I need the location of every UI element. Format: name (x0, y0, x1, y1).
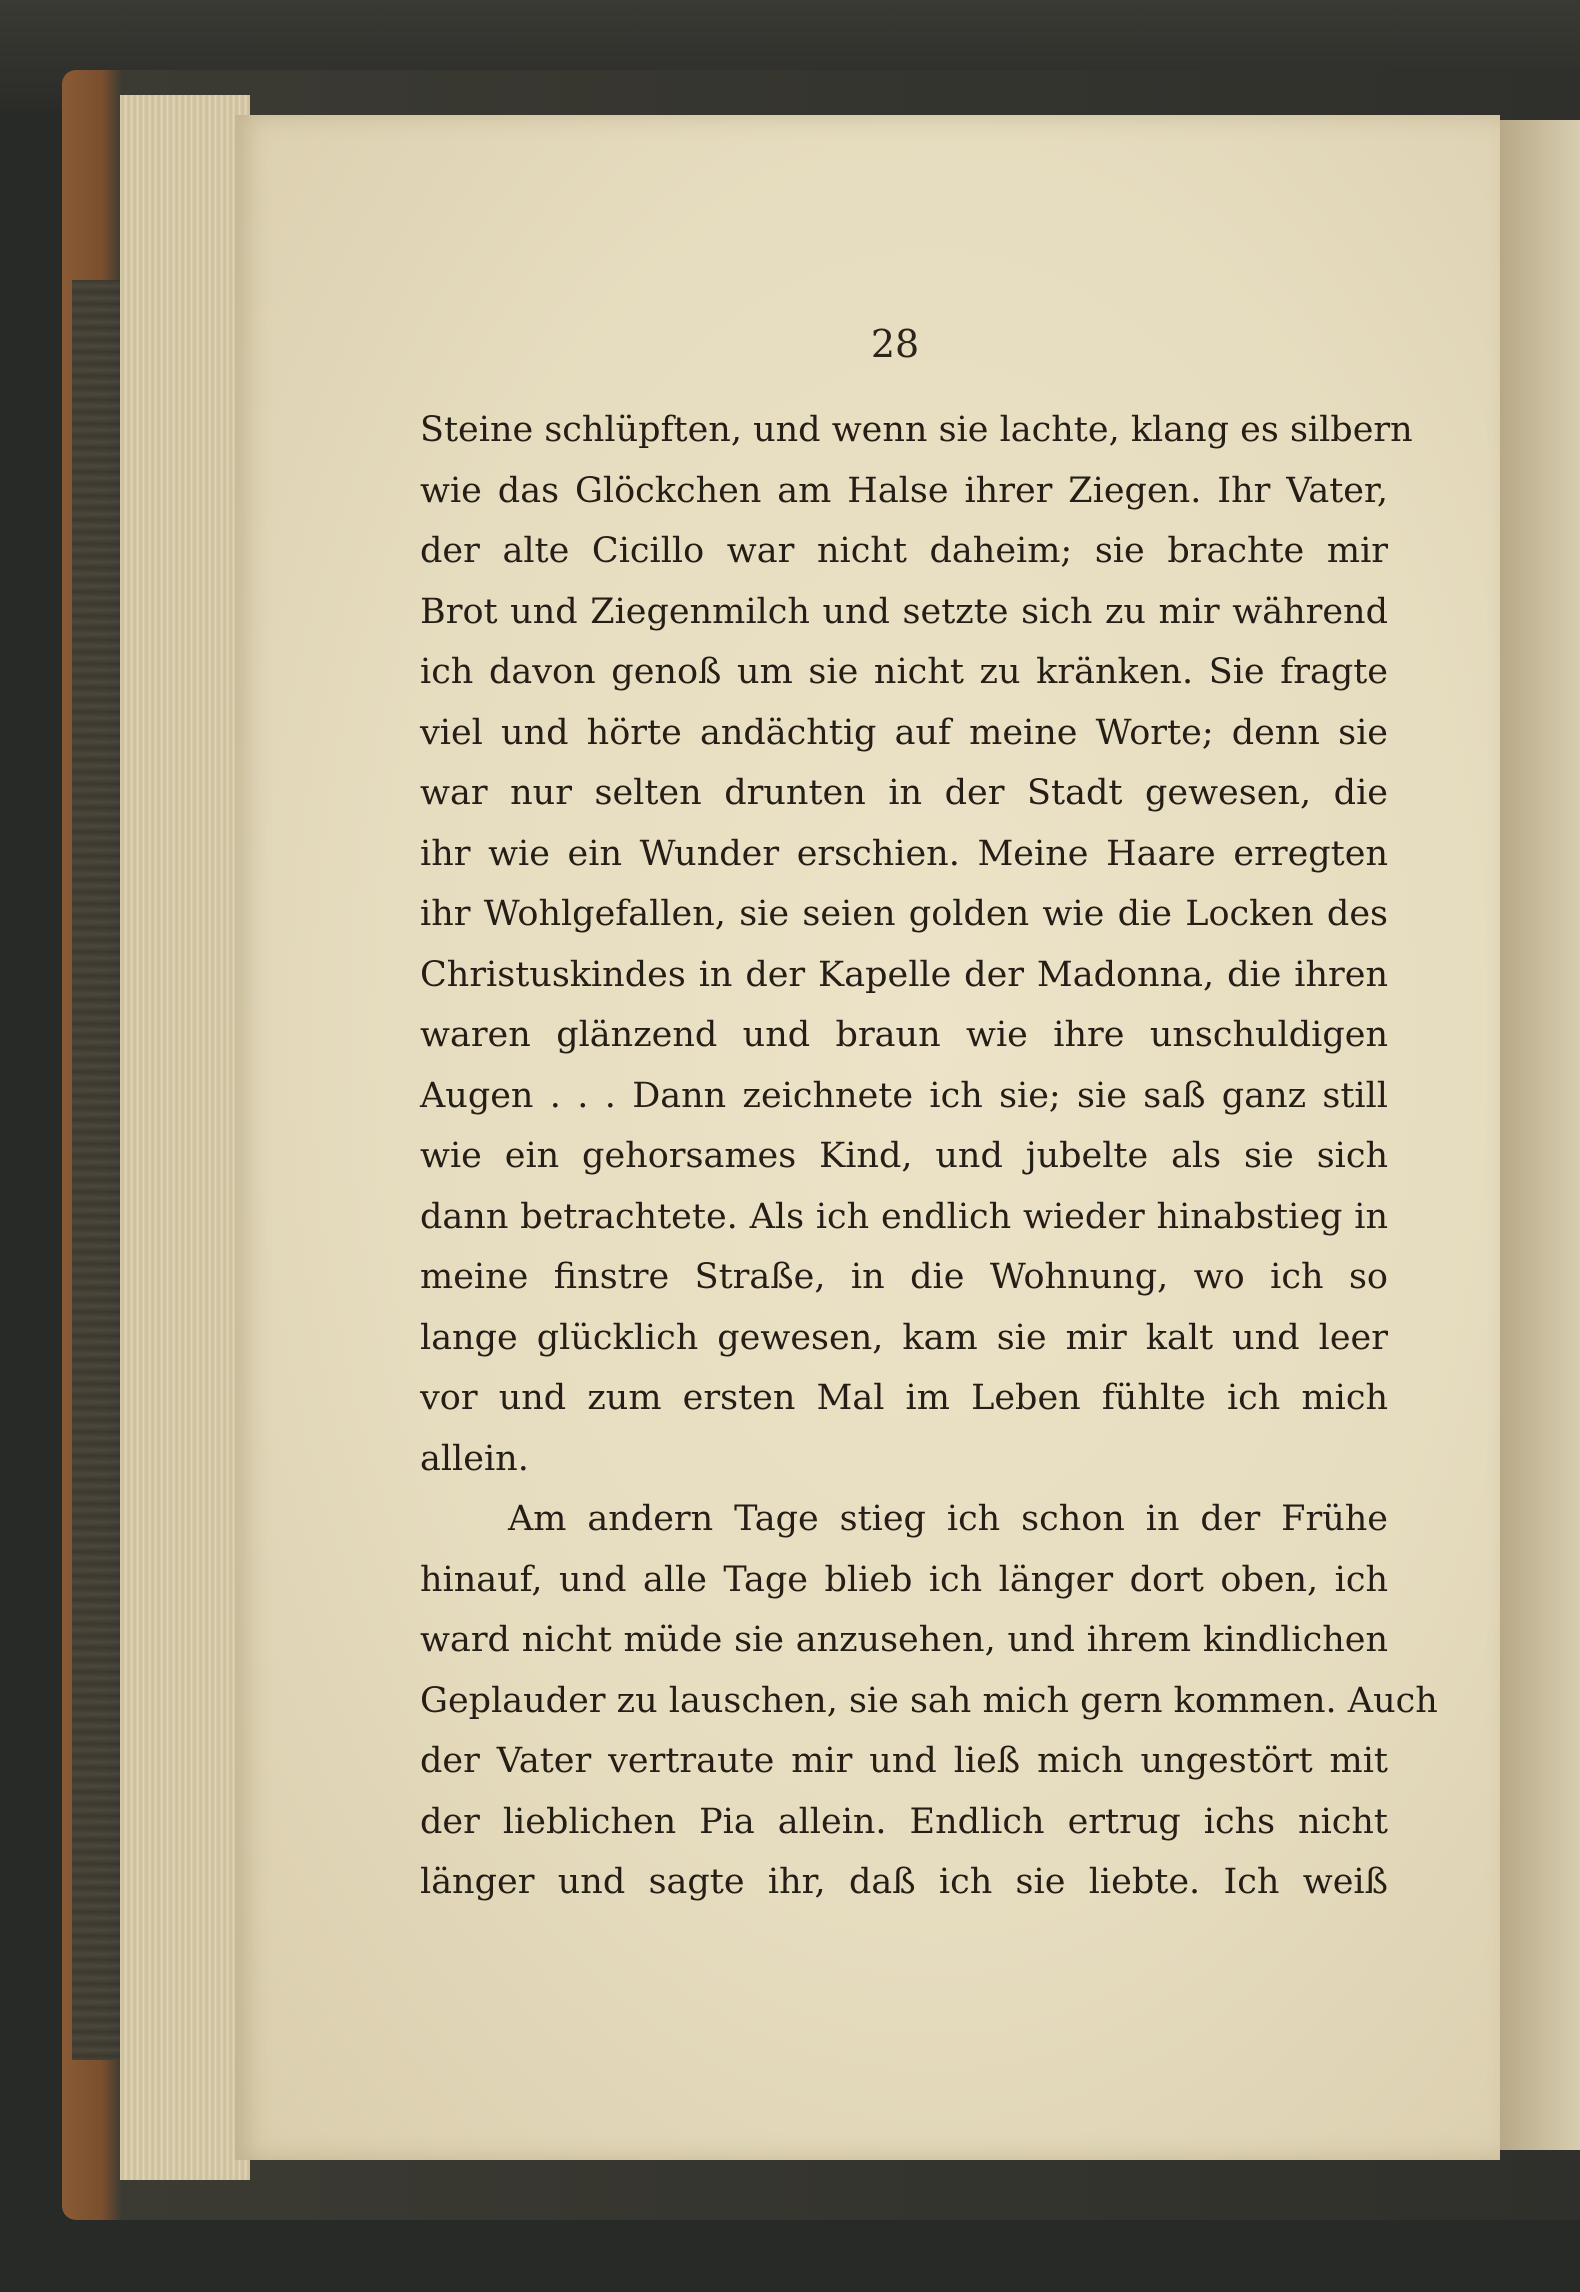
paragraph-start-line: Am andern Tage stieg ich schon in der Frühe (508, 1499, 1388, 1539)
text-line: Steine schlüpften, und wenn sie lachte, klang es silbern (420, 410, 1413, 450)
text-line: Geplauder zu lauschen, sie sah mich gern kommen. Auch (420, 1680, 1438, 1721)
page-edges (120, 95, 250, 2180)
text-line: ihr Wohlgefallen, sie seien golden wie die Locken des (420, 894, 1388, 934)
text-line: länger und sagte ihr, daß ich sie liebte. Ich weiß (420, 1862, 1388, 1902)
text-line: hinauf, und alle Tage blieb ich länger dort oben, ich (420, 1559, 1388, 1600)
text-line: waren glänzend und braun wie ihre unschuldigen (420, 1015, 1388, 1055)
paragraph-end-line: allein. (420, 1438, 529, 1479)
text-line: der Vater vertraute mir und ließ mich ungestört mit (420, 1741, 1388, 1781)
text-line: der alte Cicillo war nicht daheim; sie brachte mir (420, 531, 1388, 571)
text-line: Christuskindes in der Kapelle der Madonna, die ihren (420, 954, 1388, 995)
text-line: wie das Glöckchen am Halse ihrer Ziegen. Ihr Vater, (420, 470, 1388, 511)
text-line: dann betrachtete. Als ich endlich wieder hinabstieg in (420, 1196, 1388, 1237)
facing-page-edge (1500, 120, 1580, 2150)
text-line: ich davon genoß um sie nicht zu kränken. Sie fragte (420, 652, 1388, 692)
text-line: viel und hörte andächtig auf meine Worte; denn sie (420, 712, 1388, 753)
text-line: ihr wie ein Wunder erschien. Meine Haare erregten (420, 833, 1388, 874)
text-line: ward nicht müde sie anzusehen, und ihrem kindlichen (420, 1620, 1388, 1660)
page-number: 28 (870, 322, 920, 366)
text-line: der lieblichen Pia allein. Endlich ertrug ichs nicht (420, 1801, 1388, 1842)
text-line: vor und zum ersten Mal im Leben fühlte ich mich (420, 1378, 1388, 1418)
text-line: wie ein gehorsames Kind, und jubelte als sie sich (420, 1136, 1388, 1176)
text-line: Augen . . . Dann zeichnete ich sie; sie saß ganz still (420, 1075, 1388, 1116)
text-line: Brot und Ziegenmilch und setzte sich zu mir während (420, 591, 1388, 632)
text-line: war nur selten drunten in der Stadt gewesen, die (420, 773, 1388, 813)
text-line: meine finstre Straße, in die Wohnung, wo ich so (420, 1257, 1388, 1297)
body-text (420, 400, 1438, 1913)
text-line: lange glücklich gewesen, kam sie mir kalt und leer (420, 1317, 1388, 1358)
